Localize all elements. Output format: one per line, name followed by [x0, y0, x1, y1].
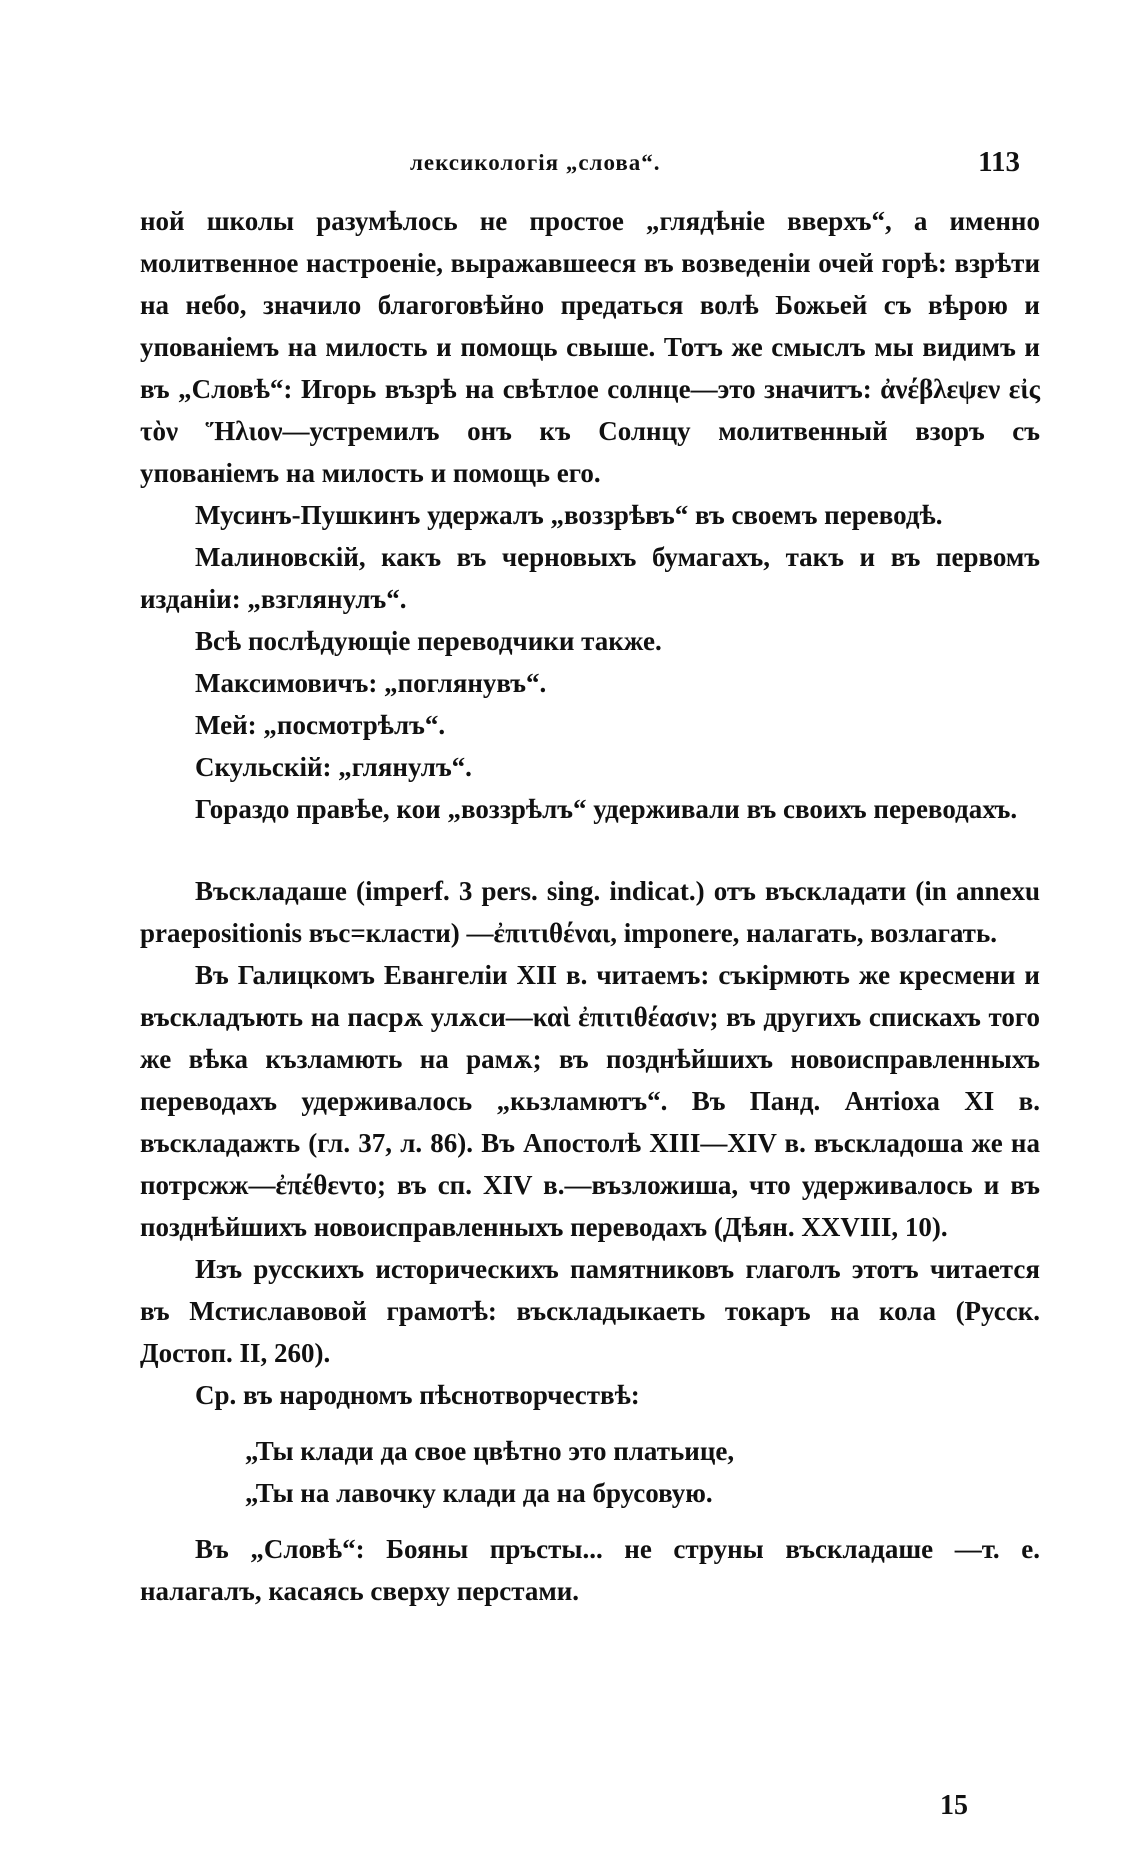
paragraph-5: Максимовичъ: „поглянувъ“.	[195, 668, 547, 698]
paragraph-2: Мусинъ-Пушкинъ удержалъ „воззрѣвъ“ въ своемъ переводѣ.	[195, 500, 943, 530]
paragraph-8: Гораздо правѣе, кои „воззрѣлъ“ удерживали въ своихъ переводахъ.	[195, 794, 1018, 824]
paragraph-7: Скульскій: „глянулъ“.	[195, 752, 472, 782]
folk-quote	[140, 1430, 1040, 1514]
closing-paragraph: Въ „Словѣ“: Бояны пръсты... не струны въскладаше —т. е. налагалъ, касаясь сверху перстами.	[140, 1534, 1040, 1606]
signature-mark: 15	[940, 1790, 968, 1821]
page-number: 113	[978, 146, 1020, 178]
paragraph-3: Малиновскій, какъ въ черновыхъ бумагахъ, такъ и въ первомъ изданіи: „взглянулъ“.	[140, 542, 1040, 614]
paragraph-10: Въ Галицкомъ Евангеліи XII в. читаемъ: съкірмють же кресмени и въскладъють на пасрѫ улѫси—καὶ ἐπιτιθέασιν; въ другихъ спискахъ того же вѣка къзламють на рамѫ; въ позднѣйшихъ новоисправленныхъ переводахъ удерживалось „кьзламютъ“. Въ Панд. Антіоха XI в. въскладажть (гл. 37, л. 86). Въ Апостолѣ XIII—XIV в. въскладоша же на потрсжж—ἐπέθεντο; въ сп. XIV в.—възложиша, что удерживалось и въ позднѣйшихъ новоисправленныхъ переводахъ (Дѣян. XXVIII, 10).	[140, 960, 1040, 1242]
entry-heading-paragraph: Въскладаше (imperf. 3 pers. sing. indicat.) отъ въскладати (in annexu praepositionis въс=класти) —ἐπιτιθέναι, imponere, налагать, возлагать.	[140, 876, 1040, 948]
quote-line-1: „Ты клади да свое цвѣтно это платьице,	[245, 1436, 735, 1466]
paragraph-11: Изъ русскихъ историческихъ памятниковъ глаголъ этотъ читается въ Мстиславовой грамотѣ: въскладыкаеть токаръ на кола (Русск. Достоп. II, 260).	[140, 1254, 1040, 1368]
body-text	[140, 200, 1040, 1612]
paragraph-1: ной школы разумѣлось не простое „глядѣніе вверхъ“, а именно молитвенное настроеніе, выражавшееся въ возведеніи очей горѣ: взрѣти на небо, значило благоговѣйно предаться волѣ Божьей съ вѣрою и упованіемъ на милость и помощь свыше. Тотъ же смыслъ мы видимъ и въ „Словѣ“: Игорь възрѣ на свѣтлое солнце—это значитъ: ἀνέβλεψεν εἰς τὸν Ἥλιον—устремилъ онъ къ Солнцу молитвенный взоръ съ упованіемъ на милость и помощь его.	[140, 206, 1040, 488]
paragraph-6: Мей: „посмотрѣлъ“.	[195, 710, 446, 740]
quote-line-2: „Ты на лавочку клади да на брусовую.	[245, 1478, 713, 1508]
paragraph-12: Ср. въ народномъ пѣснотворчествѣ:	[195, 1380, 640, 1410]
paragraph-4: Всѣ послѣдующіе переводчики также.	[195, 626, 662, 656]
header-title: лексикологія „слова“.	[410, 150, 661, 175]
running-header	[140, 146, 1040, 190]
